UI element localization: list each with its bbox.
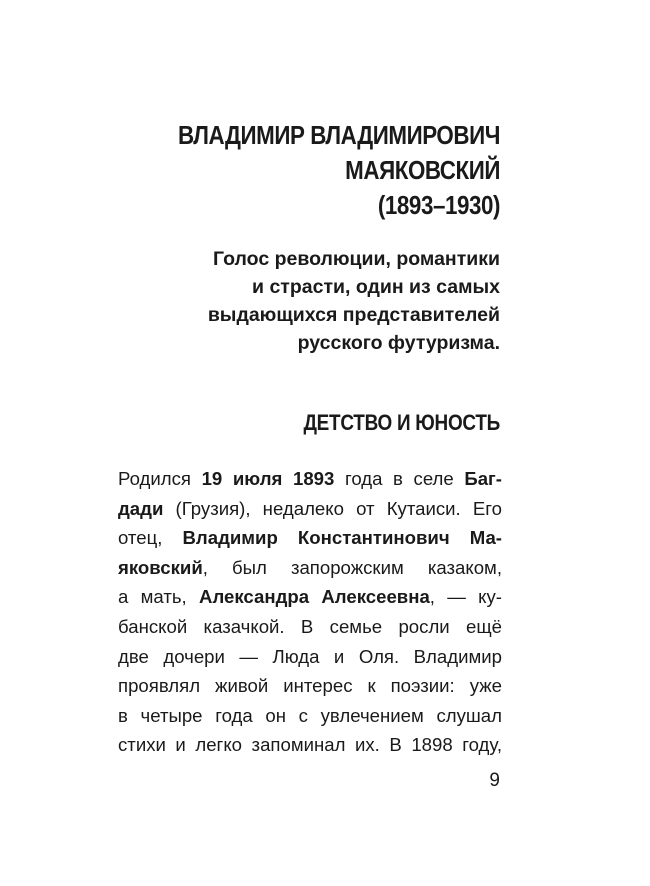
body-line (118, 464, 502, 494)
body-line: стихи и легко запоминал их. В 1898 году, (118, 734, 502, 756)
body-line (118, 523, 502, 553)
chapter-title (80, 118, 500, 223)
body-line (118, 494, 502, 524)
body-line: проявлял живой интерес к поэзии: уже (118, 675, 502, 697)
bold-place: дади (118, 497, 164, 519)
bold-name: Александра Алексеевна (199, 586, 430, 608)
bold-place: Баг- (464, 468, 502, 489)
chapter-epigraph (80, 245, 500, 357)
epigraph-line: Голос революции, романтики (213, 248, 500, 270)
body-line (118, 582, 502, 612)
body-line: банской казачкой. В семье росли ещё (118, 615, 502, 637)
text-run: , — ку- (429, 586, 502, 608)
title-line-years: (1893–1930) (377, 190, 500, 220)
body-line: в четыре года он с увлечением слушал (118, 704, 502, 726)
section-heading: ДЕТСТВО И ЮНОСТЬ (303, 410, 500, 435)
text-run: Родился (118, 468, 202, 489)
page-number: 9 (489, 770, 500, 791)
text-run: отец, (118, 527, 183, 549)
title-line-surname: МАЯКОВСКИЙ (345, 155, 500, 185)
epigraph-line: и страсти, один из самых (252, 276, 500, 298)
epigraph-line: русского футуризма. (297, 332, 500, 354)
body-paragraph (118, 464, 502, 760)
text-run: , был запорожским казаком, (202, 556, 502, 578)
title-line-name: ВЛАДИМИР ВЛАДИМИРОВИЧ (178, 120, 500, 150)
bold-name: Владимир Константинович Ма- (182, 527, 502, 549)
text-run: года в селе (334, 468, 465, 489)
bold-name: яковский (118, 556, 203, 578)
text-run: а мать, (118, 586, 200, 608)
body-line (118, 553, 502, 583)
text-run: (Грузия), недалеко от Кутаиси. Его (163, 497, 502, 519)
body-line: две дочери — Люда и Оля. Владимир (118, 645, 502, 667)
bold-date: 19 июля 1893 (201, 468, 335, 489)
epigraph-line: выдающихся представителей (207, 304, 500, 326)
